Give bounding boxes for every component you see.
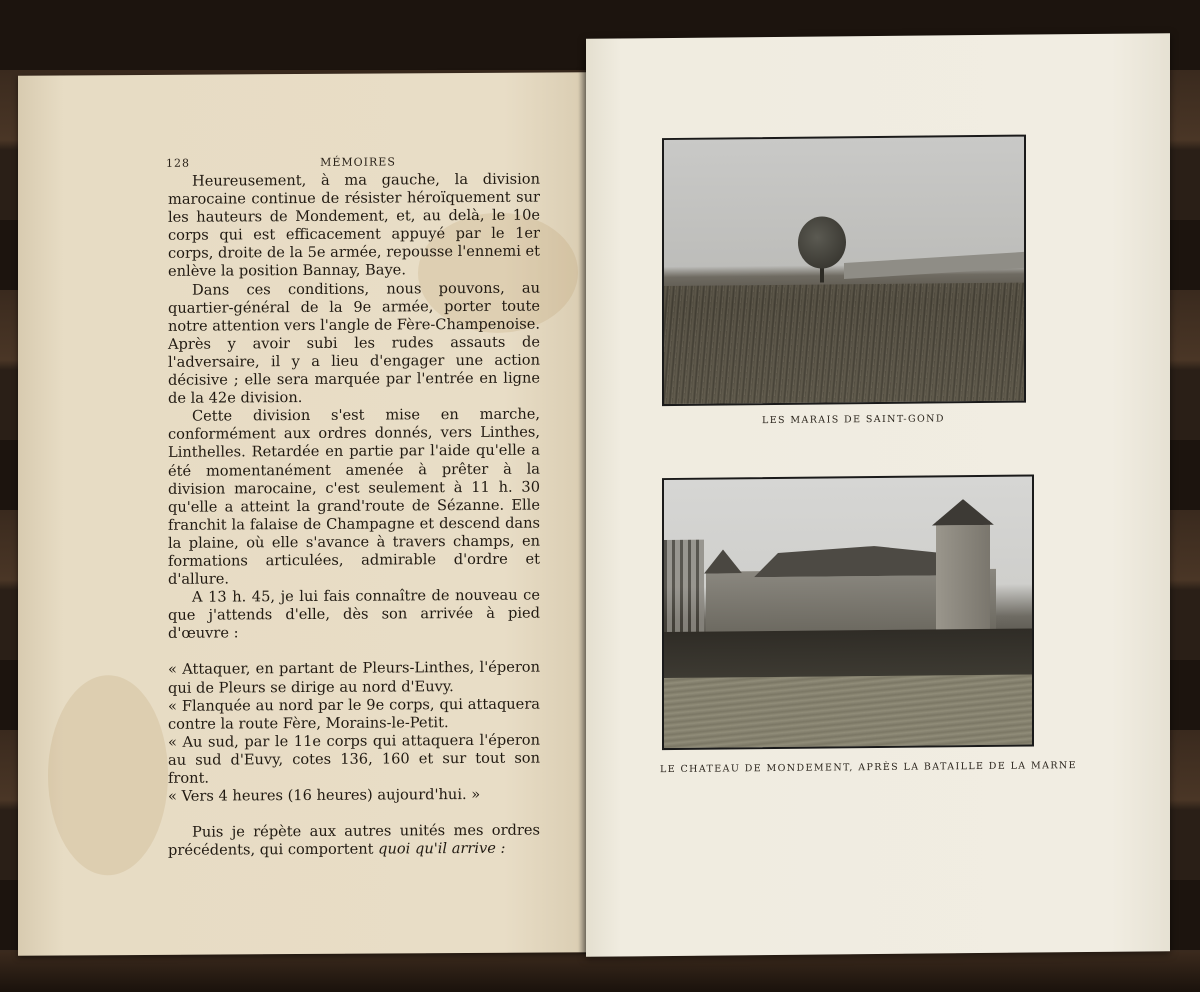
closing-text: Puis je répète aux autres unités mes ordres précédents, qui comportent <box>168 821 540 860</box>
caption-top: LES MARAIS DE SAINT-GOND <box>762 413 945 427</box>
quote-line: « Au sud, par le 11e corps qui attaquera l'éperon au sud d'Euvy, cotes 136, 160 et sur tout son front. <box>168 731 540 787</box>
paragraph: A 13 h. 45, je lui fais connaître de nouveau ce que j'attends d'elle, dès son arrivée à pied d'œuvre : <box>168 586 540 643</box>
chateau-roof <box>754 545 954 577</box>
distant-ridge <box>844 252 1024 279</box>
caption-bottom: LE CHATEAU DE MONDEMENT, APRÈS LA BATAILLE DE LA MARNE <box>660 760 1077 776</box>
running-head <box>166 155 546 170</box>
quote-line: « Vers 4 heures (16 heures) aujourd'hui. » <box>168 786 481 805</box>
quote-line: « Attaquer, en partant de Pleurs-Linthes, l'éperon qui de Pleurs se dirige au nord d'Euvy. <box>168 658 540 697</box>
left-page <box>18 72 590 955</box>
closing-paragraph <box>168 822 540 860</box>
paragraph: Cette division s'est mise en marche, conformément aux ordres donnés, vers Linthes, Linthelles. Retardée en partie par l'aide qu'elle a été momentanément amenée à prêter à la division marocaine, c'est seulement à 11 h. 30 qu'elle a atteint la grand'route de Sézanne. Elle franchit la falaise de Champagne et descend dans la plaine, où elle s'avance à travers champs, en formations articulées, admirable d'ordre et d'allure. <box>168 405 540 588</box>
bare-trees <box>664 540 704 640</box>
table-surface <box>0 952 1200 992</box>
round-tower <box>936 521 990 634</box>
hedge <box>664 629 1032 679</box>
paragraph: Heureusement, à ma gauche, la division marocaine continue de résister héroïquement sur les hauteurs de Mondement, et, au delà, le 10e corps qui est efficacement appuyé par le 1er corps, droite de la 5e armée, repousse l'ennemi et enlève la position Bannay, Baye. <box>168 170 540 281</box>
left-tower-roof <box>704 549 742 573</box>
tree-crown <box>798 216 846 268</box>
closing-italic: quoi qu'il arrive : <box>378 840 506 858</box>
body-text <box>168 171 540 861</box>
right-page <box>586 33 1170 957</box>
page-number: 128 <box>166 156 190 170</box>
marsh-grass <box>664 283 1024 404</box>
photo-marais <box>662 135 1026 406</box>
tower-roof <box>932 499 994 526</box>
paper-stain <box>48 675 168 876</box>
quote-line: « Flanquée au nord par le 9e corps, qui attaquera contre la route Fère, Morains-le-Petit. <box>168 695 540 733</box>
lawn <box>664 675 1032 749</box>
photo-chateau <box>662 475 1034 751</box>
paragraph: Dans ces conditions, nous pouvons, au quartier-général de la 9e armée, porter toute notre attention vers l'angle de Fère-Champenoise. Après y avoir subi les rudes assauts de l'adversaire, il y a lieu d'engager une action décisive ; elle sera marquée par l'entrée en ligne de la 42e division. <box>168 279 540 407</box>
running-title: MÉMOIRES <box>320 155 396 169</box>
